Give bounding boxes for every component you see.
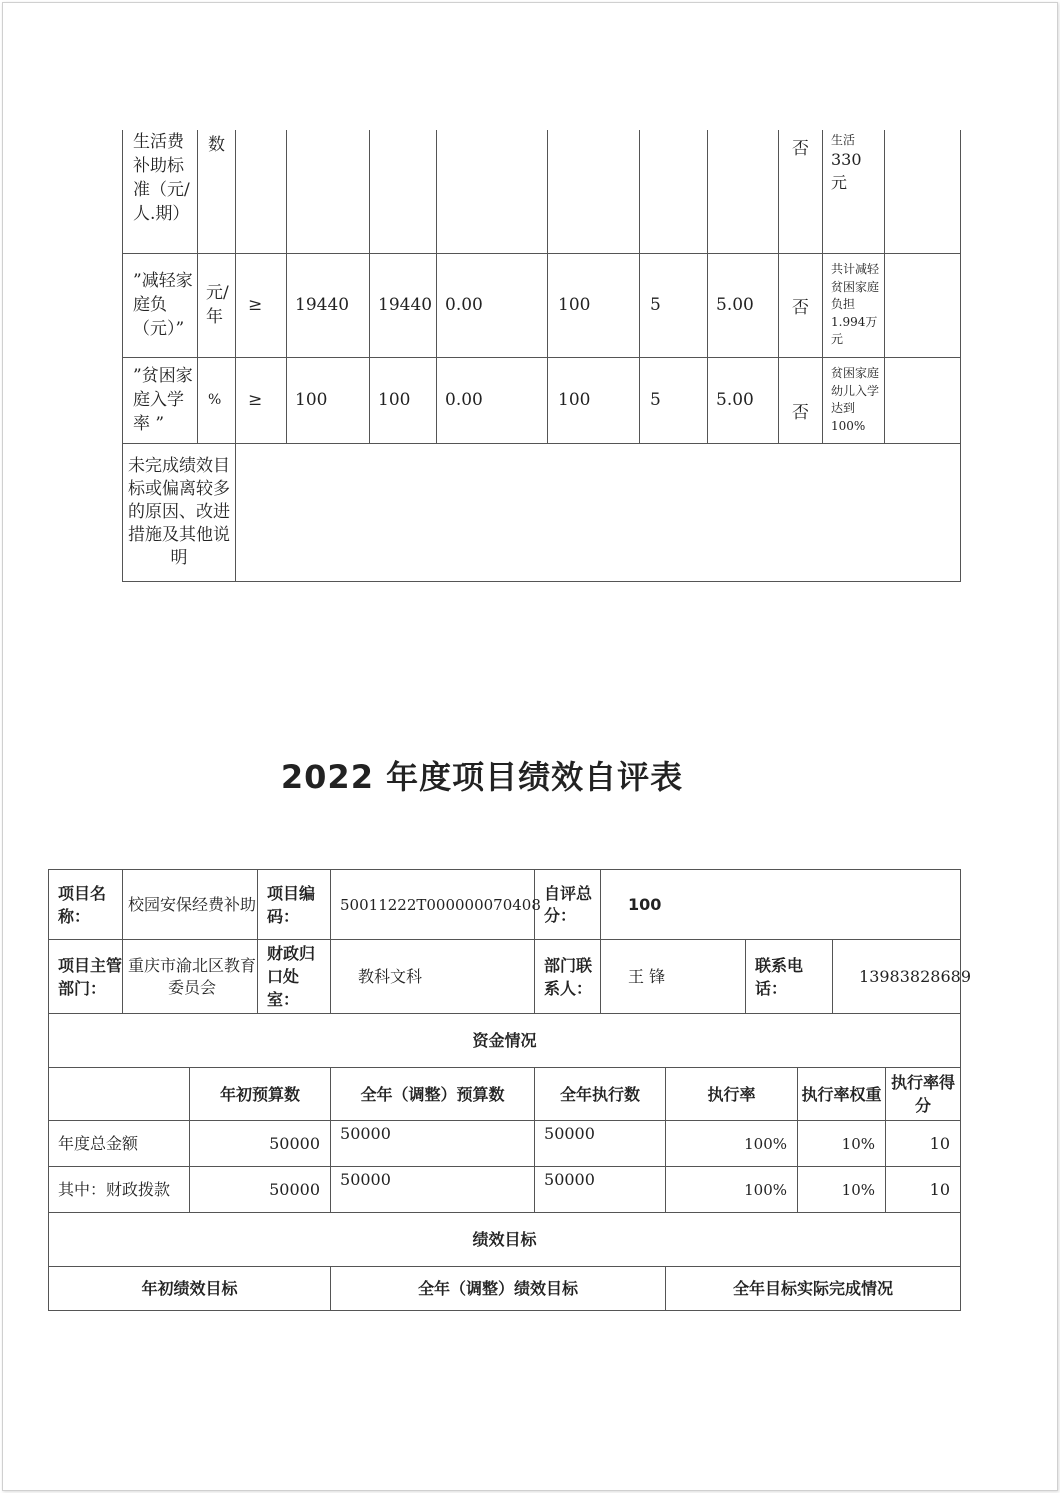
funds-score-value: 10 <box>886 1167 961 1213</box>
table-row <box>49 1121 961 1167</box>
funds-initial-value: 50000 <box>190 1167 331 1213</box>
funds-weight-value: 10% <box>798 1167 886 1213</box>
table-row <box>123 443 961 581</box>
actual-value: 100 <box>370 357 437 443</box>
funds-adjusted-value: 50000 <box>331 1121 535 1167</box>
table-row <box>123 357 961 443</box>
contact-value: 王 锋 <box>601 940 746 1014</box>
department-value: 重庆市渝北区教育委员会 <box>123 940 258 1014</box>
goals-header-initial: 年初绩效目标 <box>49 1267 331 1311</box>
warning-flag: 否 <box>779 130 823 253</box>
weight-value: 5 <box>640 253 708 357</box>
funds-header-rate: 执行率 <box>666 1068 798 1121</box>
indicator-unit: % <box>198 357 236 443</box>
indicator-name: 生活费补助标准（元/人.期） <box>123 130 198 253</box>
warning-flag: 否 <box>779 253 823 357</box>
funds-row-label: 其中：财政拨款 <box>49 1167 190 1213</box>
deviation-value: 0.00 <box>437 253 548 357</box>
funds-initial-value: 50000 <box>190 1121 331 1167</box>
funds-row-label: 年度总金额 <box>49 1121 190 1167</box>
goals-section-title: 绩效目标 <box>49 1213 961 1267</box>
indicator-name: ”贫困家庭入学率 ” <box>123 357 198 443</box>
contact-label: 部门联系人： <box>535 940 601 1014</box>
table-row <box>49 1014 961 1068</box>
indicator-unit: 数 <box>198 130 236 253</box>
project-code-value: 50011222T000000070408 <box>331 870 535 940</box>
table-row <box>49 1068 961 1121</box>
funds-rate-value: 100% <box>666 1167 798 1213</box>
indicator-name: ”减轻家庭负（元）” <box>123 253 198 357</box>
self-score-label: 自评总分： <box>535 870 601 940</box>
funds-section-title: 资金情况 <box>49 1014 961 1068</box>
reason-label: 未完成绩效目标或偏离较多的原因、改进措施及其他说明 <box>123 443 236 581</box>
table-row <box>49 1213 961 1267</box>
weight-value: 5 <box>640 357 708 443</box>
comparison-symbol: ≥ <box>236 253 287 357</box>
completion-value: 100 <box>548 357 640 443</box>
table-row <box>123 253 961 357</box>
department-label: 项目主管部门： <box>49 940 123 1014</box>
funds-rate-value: 100% <box>666 1121 798 1167</box>
goals-header-adjusted: 全年（调整）绩效目标 <box>331 1267 666 1311</box>
target-value: 100 <box>287 357 370 443</box>
goals-header-actual: 全年目标实际完成情况 <box>666 1267 961 1311</box>
finance-office-value: 教科文科 <box>331 940 535 1014</box>
project-name-value: 校园安保经费补助 <box>123 870 258 940</box>
funds-header-score: 执行率得分 <box>886 1068 961 1121</box>
funds-score-value: 10 <box>886 1121 961 1167</box>
score-value: 5.00 <box>708 253 779 357</box>
phone-label: 联系电话： <box>746 940 833 1014</box>
score-value: 5.00 <box>708 357 779 443</box>
finance-office-label: 财政归口处室： <box>258 940 331 1014</box>
reason-value <box>236 443 961 581</box>
project-code-label: 项目编码： <box>258 870 331 940</box>
indicator-note: 贫困家庭幼儿入学达到100% <box>823 357 885 443</box>
funds-header-weight: 执行率权重 <box>798 1068 886 1121</box>
project-name-label: 项目名称： <box>49 870 123 940</box>
funds-adjusted-value: 50000 <box>331 1167 535 1213</box>
performance-self-evaluation-table <box>48 869 971 1311</box>
funds-executed-value: 50000 <box>535 1167 666 1213</box>
phone-value: 13983828689 <box>833 940 961 1014</box>
table-row <box>123 130 961 253</box>
deviation-value: 0.00 <box>437 357 548 443</box>
table-row <box>49 940 961 1014</box>
indicator-note: 共计减轻贫困家庭负担1.994万元 <box>823 253 885 357</box>
indicator-note: 生活 330 元 <box>823 130 885 253</box>
funds-weight-value: 10% <box>798 1121 886 1167</box>
funds-header-adjusted: 全年（调整）预算数 <box>331 1068 535 1121</box>
self-score-value: 100 <box>601 870 961 940</box>
table-row <box>49 1167 961 1213</box>
indicator-unit: 元/年 <box>198 253 236 357</box>
target-value: 19440 <box>287 253 370 357</box>
funds-executed-value: 50000 <box>535 1121 666 1167</box>
funds-header-initial: 年初预算数 <box>190 1068 331 1121</box>
table-row <box>49 1267 961 1311</box>
actual-value: 19440 <box>370 253 437 357</box>
funds-header-blank <box>49 1068 190 1121</box>
comparison-symbol: ≥ <box>236 357 287 443</box>
indicator-table-continued <box>122 130 961 582</box>
funds-header-executed: 全年执行数 <box>535 1068 666 1121</box>
table-row <box>49 870 961 940</box>
page-title: 2022 年度项目绩效自评表 <box>280 758 684 796</box>
warning-flag: 否 <box>779 357 823 443</box>
completion-value: 100 <box>548 253 640 357</box>
